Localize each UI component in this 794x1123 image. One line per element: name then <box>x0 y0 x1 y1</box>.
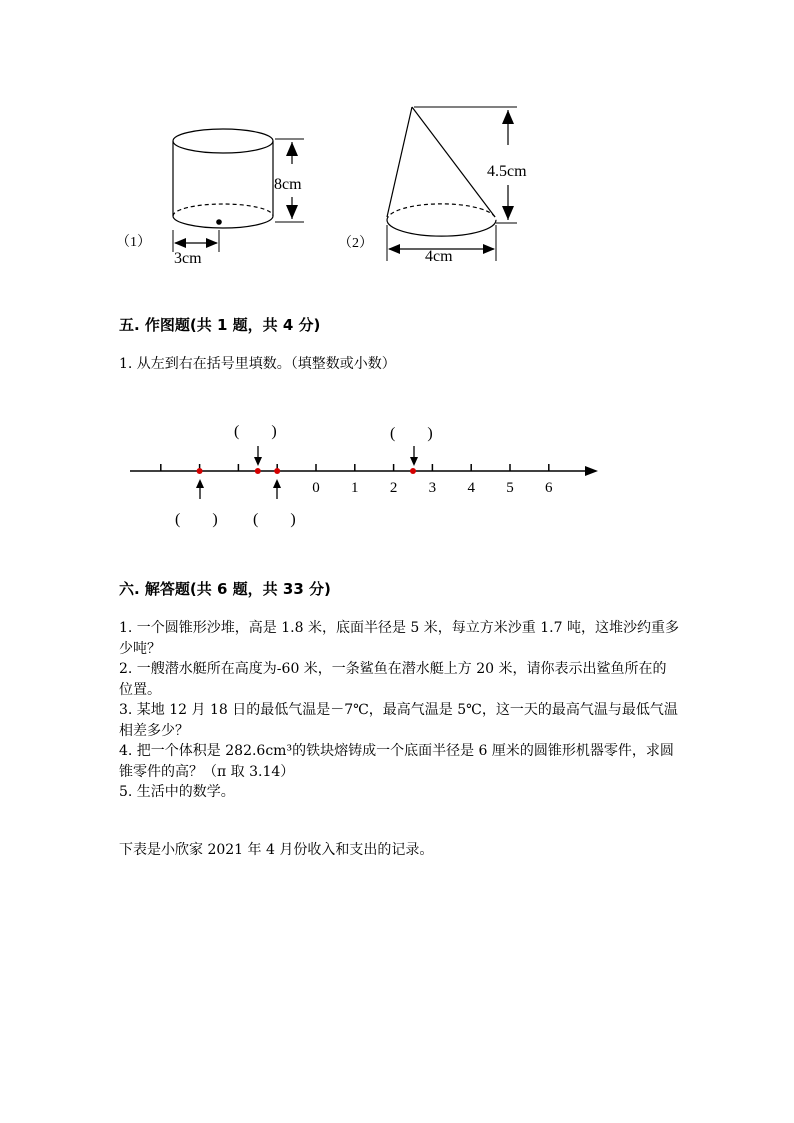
cylinder-height-label: 8cm <box>274 176 302 193</box>
cylinder-center-dot <box>216 219 222 225</box>
answer-blank-1: ( ) <box>234 423 277 440</box>
marked-point <box>255 468 261 474</box>
cylinder-figure-label: （1） <box>116 235 151 250</box>
question-2: 2. 一艘潜水艇所在高度为-60 米，一条鲨鱼在潜水艇上方 20 米，请你表示出鲨鱼所在的位置。 <box>119 661 667 698</box>
cylinder-bottom <box>173 216 273 228</box>
question-4: 4. 把一个体积是 282.6cm³的铁块熔铸成一个底面半径是 6 厘米的圆锥形机器零件，求圆锥零件的高？（π 取 3.14） <box>119 743 674 780</box>
marked-point <box>274 468 280 474</box>
arrow-up-2 <box>273 479 281 488</box>
tick-label: 1 <box>351 480 359 496</box>
answer-blank-2: ( ) <box>390 425 433 442</box>
cone-base-front <box>387 220 496 236</box>
cylinder-radius-label: 3cm <box>174 250 202 267</box>
cone-figure <box>330 95 570 275</box>
tick-label: 3 <box>428 480 437 496</box>
number-line-arrowhead <box>585 466 598 476</box>
tick-label: 6 <box>545 480 553 496</box>
cylinder-figure <box>110 118 330 273</box>
cone-figure-label: （2） <box>338 236 373 251</box>
cone-diameter-label: 4cm <box>425 248 453 265</box>
tick-label: 0 <box>312 480 320 496</box>
answer-blank-4: ( ) <box>253 511 296 528</box>
tick-label: 4 <box>467 480 475 496</box>
marked-point <box>197 468 203 474</box>
tick-label: 2 <box>389 480 398 496</box>
question-1: 1. 一个圆锥形沙堆，高是 1.8 米，底面半径是 5 米，每立方米沙重 1.7 吨，这堆沙约重多少吨？ <box>119 620 679 657</box>
section5-question: 1. 从左到右在括号里填数。（填整数或小数） <box>119 356 396 372</box>
marked-point <box>410 468 416 474</box>
number-line <box>120 410 610 535</box>
cylinder-top <box>173 129 273 153</box>
section6-heading: 六. 解答题(共 6 题，共 33 分) <box>119 580 331 598</box>
section6-questions <box>119 618 679 803</box>
arrow-up-1 <box>196 479 204 488</box>
question-5: 5. 生活中的数学。 <box>119 784 235 800</box>
question-3: 3. 某地 12 月 18 日的最低气温是－7℃，最高气温是 5℃，这一天的最高气温与最低气温相差多少？ <box>119 702 678 739</box>
arrow-down-2 <box>410 457 418 466</box>
arrow-down-1 <box>254 457 262 466</box>
tick-label: 5 <box>506 480 514 496</box>
cone-height-label: 4.5cm <box>487 163 527 180</box>
table-intro: 下表是小欣家 2021 年 4 月份收入和支出的记录。 <box>119 842 434 858</box>
cone-base-back <box>387 204 496 220</box>
answer-blank-3: ( ) <box>175 511 218 528</box>
section5-heading: 五. 作图题(共 1 题，共 4 分) <box>119 316 321 334</box>
